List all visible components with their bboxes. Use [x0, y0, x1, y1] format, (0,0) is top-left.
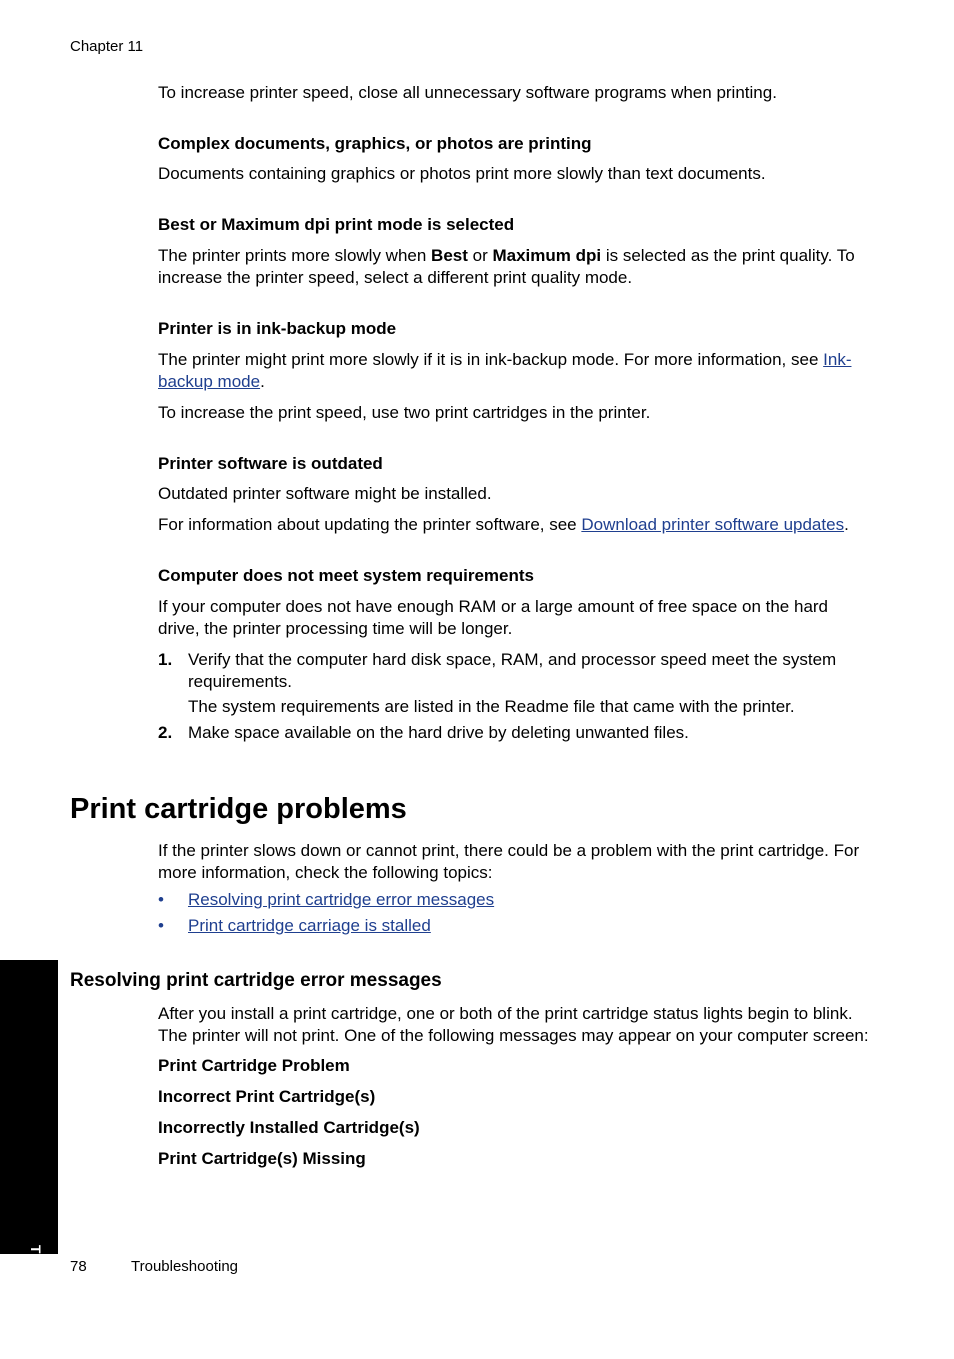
side-tab-label: Troubleshooting [28, 1245, 44, 1359]
message-incorrect-cartridge: Incorrect Print Cartridge(s) [158, 1087, 376, 1106]
page-number: 78 [70, 1258, 87, 1275]
link-resolving-error-messages[interactable]: Resolving print cartridge error messages [188, 890, 495, 909]
heading-best-dpi: Best or Maximum dpi print mode is selected [158, 215, 515, 234]
step-subtext: The system requirements are listed in the Readme file that came with the printer. [188, 697, 795, 716]
step-text: Verify that the computer hard disk space, RAM, and processor speed meet the system requirements. [188, 650, 837, 691]
paragraph-ink-backup: The printer might print more slowly if it is in ink-backup mode. For more information, see Ink-backup mode. [158, 350, 852, 391]
paragraph-software-1: Outdated printer software might be installed. [158, 484, 492, 503]
bullet-icon: • [158, 890, 164, 909]
side-tab [0, 960, 58, 1254]
list-item [158, 915, 870, 937]
paragraph-best-dpi: The printer prints more slowly when Best or Maximum dpi is selected as the print quality. To increase the printer speed, select a different print quality mode. [158, 246, 855, 287]
steps-list [158, 649, 870, 744]
step-number: 2. [158, 723, 173, 742]
step-item [158, 722, 870, 744]
bullet-icon: • [158, 916, 164, 935]
cartridge-problems-content [158, 840, 870, 937]
topic-links-list [158, 889, 870, 937]
paragraph-complex: Documents containing graphics or photos print more slowly than text documents. [158, 164, 766, 183]
paragraph-software-2: For information about updating the printer software, see Download printer software updates. [158, 515, 849, 534]
paragraph-ink-backup-2: To increase the print speed, use two print cartridges in the printer. [158, 403, 651, 422]
paragraph-resolving: After you install a print cartridge, one or both of the print cartridge status lights begin to blink. The printer will not print. One of the following messages may appear on your computer screen: [158, 1004, 869, 1045]
step-number: 1. [158, 650, 173, 669]
step-item [158, 649, 870, 718]
paragraph-cartridge-problems: If the printer slows down or cannot print, there could be a problem with the print cartridge. For more information, check the following topics: [158, 841, 860, 882]
paragraph-system-requirements: If your computer does not have enough RAM or a large amount of free space on the hard drive, the printer processing time will be longer. [158, 597, 829, 638]
subsection-title-resolving: Resolving print cartridge error messages [70, 970, 442, 991]
link-download-software-updates[interactable]: Download printer software updates [581, 515, 845, 534]
main-content [158, 82, 870, 744]
link-ink-backup-mode[interactable]: Ink-backup mode [158, 350, 852, 391]
chapter-label: Chapter 11 [70, 38, 144, 55]
link-carriage-stalled[interactable]: Print cartridge carriage is stalled [188, 916, 431, 935]
intro-paragraph: To increase printer speed, close all unnecessary software programs when printing. [158, 83, 777, 102]
message-incorrectly-installed: Incorrectly Installed Cartridge(s) [158, 1118, 420, 1137]
resolving-content [158, 1003, 870, 1170]
list-item [158, 889, 870, 911]
footer-section-label: Troubleshooting [131, 1258, 239, 1275]
heading-ink-backup: Printer is in ink-backup mode [158, 319, 397, 338]
heading-software-outdated: Printer software is outdated [158, 454, 383, 473]
message-print-cartridge-problem: Print Cartridge Problem [158, 1056, 350, 1075]
heading-complex: Complex documents, graphics, or photos are printing [158, 134, 592, 153]
message-cartridge-missing: Print Cartridge(s) Missing [158, 1149, 366, 1168]
heading-system-requirements: Computer does not meet system requirements [158, 566, 534, 585]
section-title-print-cartridge-problems: Print cartridge problems [70, 793, 407, 825]
step-text: Make space available on the hard drive by deleting unwanted files. [188, 723, 689, 742]
